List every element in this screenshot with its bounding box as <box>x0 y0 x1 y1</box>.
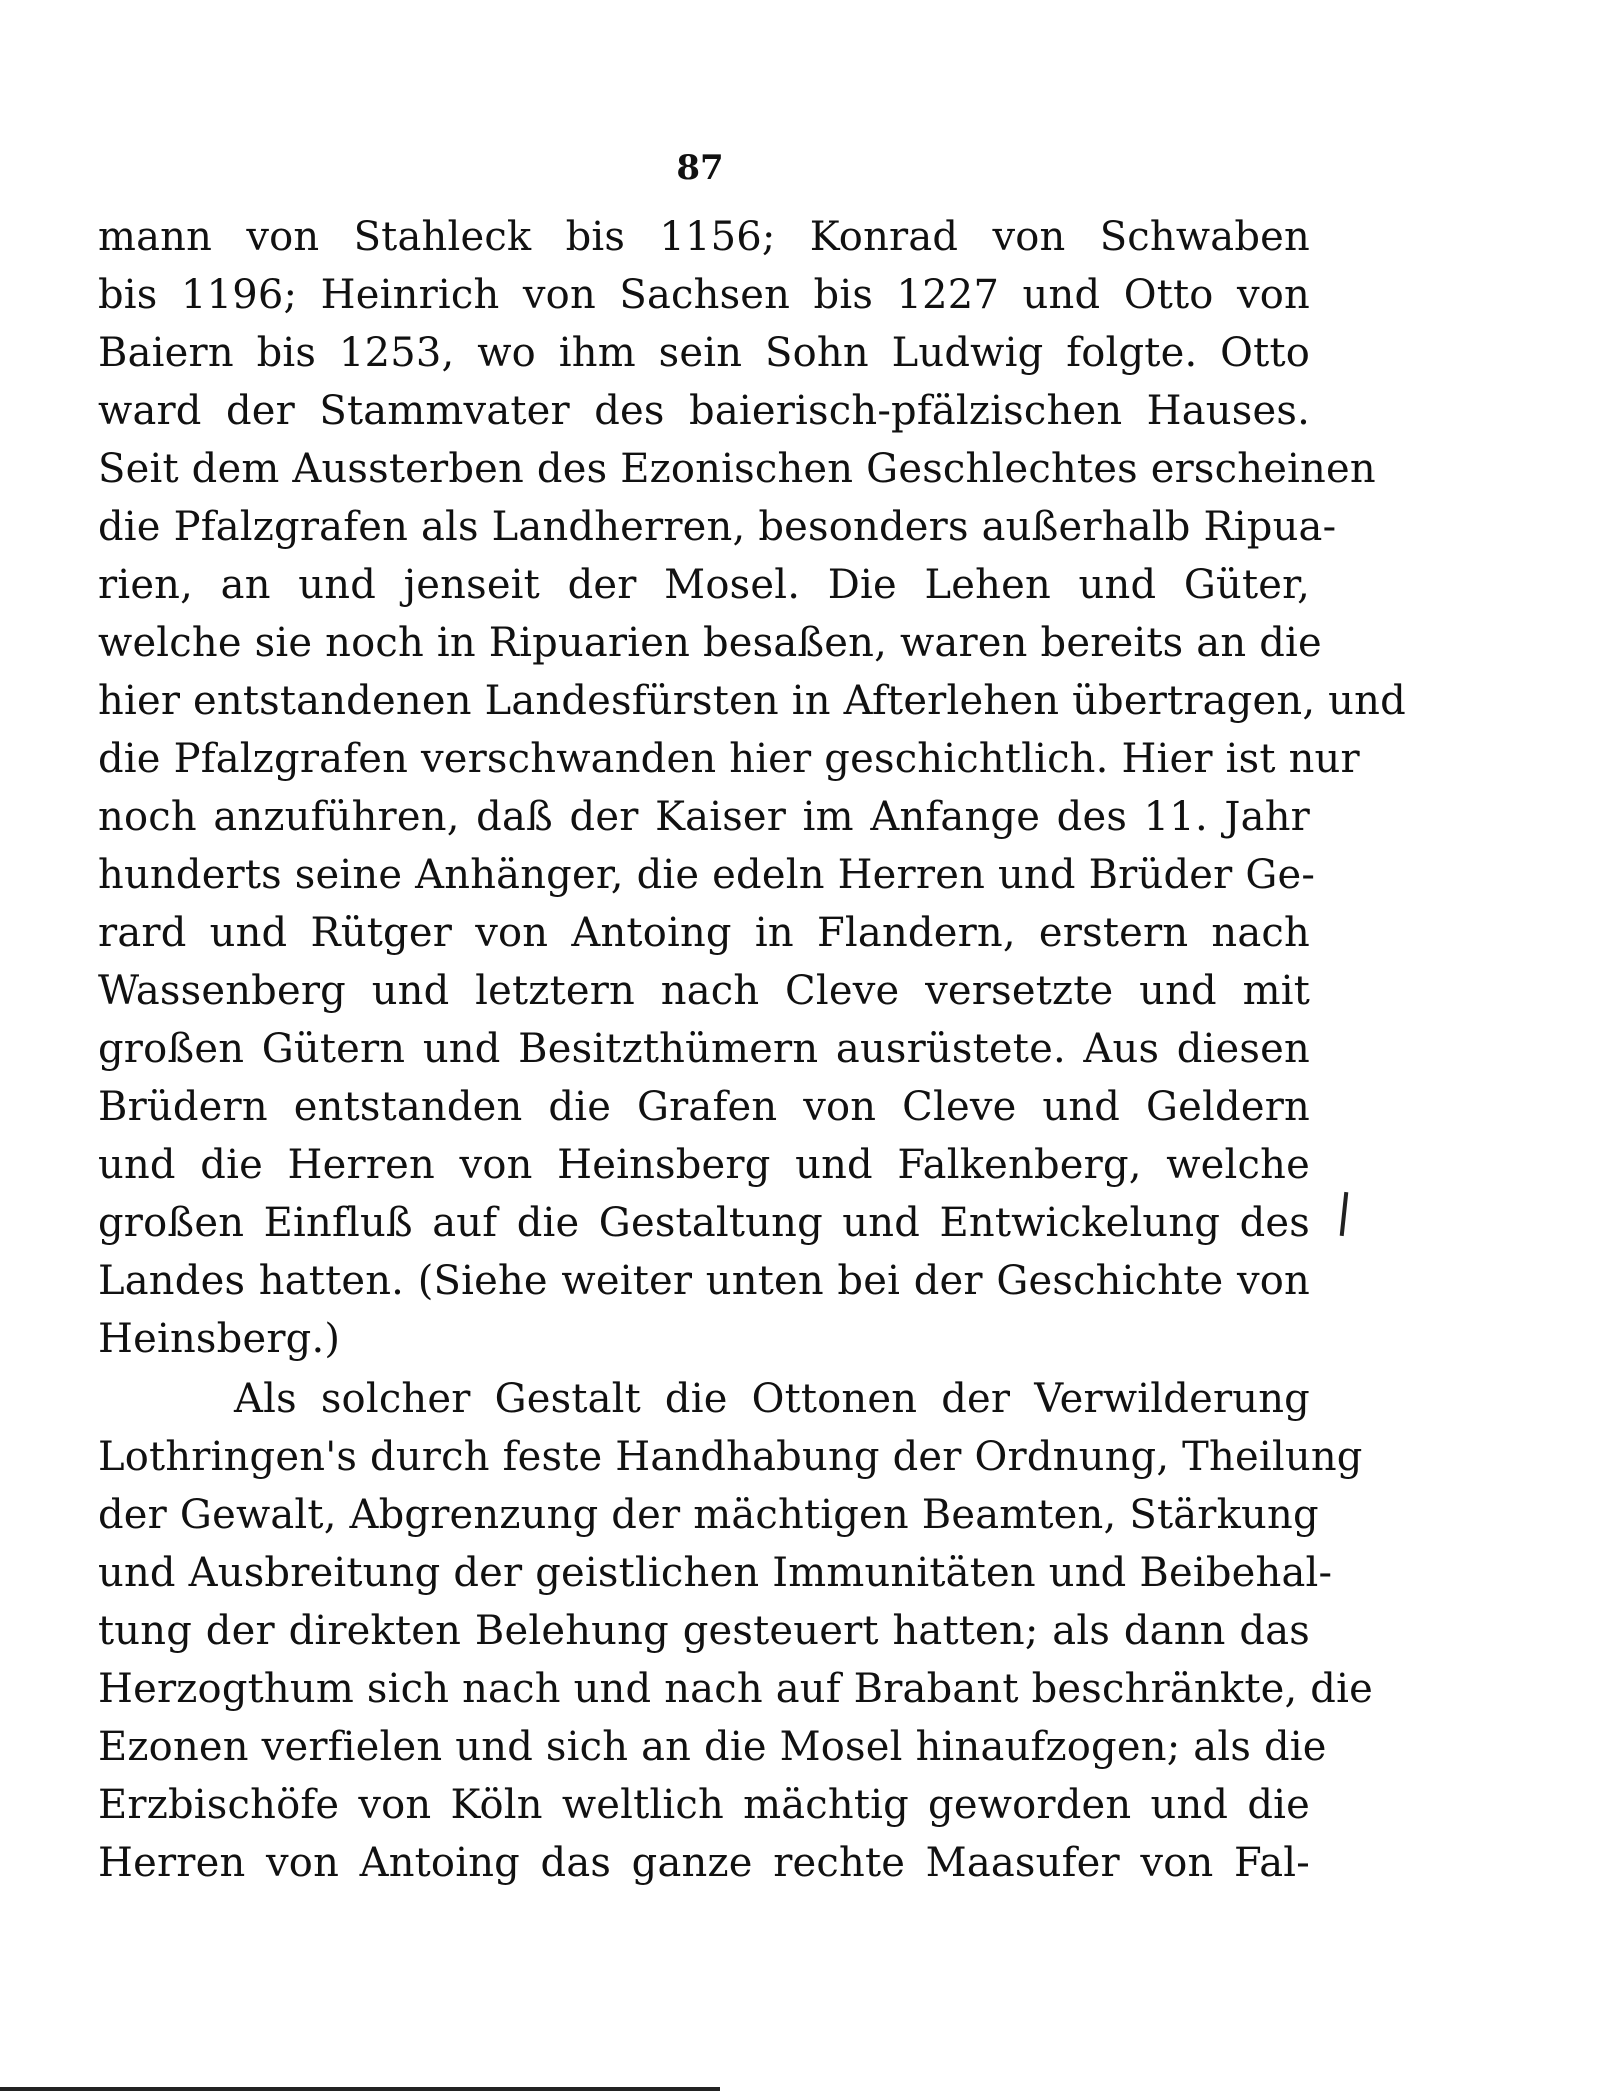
text-line: Erzbischöfe von Köln weltlich mächtig geworden und die <box>98 1782 1310 1828</box>
text-line: und die Herren von Heinsberg und Falkenberg, welche <box>98 1142 1310 1188</box>
text-line: Lothringen's durch feste Handhabung der Ordnung, Theilung <box>98 1434 1363 1480</box>
text-line: die Pfalzgrafen als Landherren, besonders außerhalb Ripua- <box>98 504 1337 550</box>
text-line: tung der direkten Belehung gesteuert hatten; als dann das <box>98 1608 1310 1654</box>
text-line: Wassenberg und letztern nach Cleve versetzte und mit <box>98 968 1310 1014</box>
text-line: Heinsberg.) <box>98 1316 341 1362</box>
text-line: die Pfalzgrafen verschwanden hier geschichtlich. Hier ist nur <box>98 736 1360 782</box>
text-line: bis 1196; Heinrich von Sachsen bis 1227 und Otto von <box>98 272 1310 318</box>
text-line: großen Einfluß auf die Gestaltung und Entwickelung des <box>98 1200 1310 1246</box>
paragraph-1 <box>98 208 1406 1368</box>
text-line: rien, an und jenseit der Mosel. Die Lehen und Güter, <box>98 562 1310 608</box>
text-line: Herren von Antoing das ganze rechte Maasufer von Fal- <box>98 1840 1310 1886</box>
text-line: großen Gütern und Besitzthümern ausrüstete. Aus diesen <box>98 1026 1310 1072</box>
text-line: der Gewalt, Abgrenzung der mächtigen Beamten, Stärkung <box>98 1492 1319 1538</box>
text-line: ward der Stammvater des baierisch-pfälzischen Hauses. <box>98 388 1310 434</box>
text-line: Seit dem Aussterben des Ezonischen Geschlechtes erscheinen <box>98 446 1376 492</box>
text-line: Herzogthum sich nach und nach auf Brabant beschränkte, die <box>98 1666 1373 1712</box>
bottom-rule <box>0 2087 720 2091</box>
margin-bar-mark <box>1340 1192 1349 1236</box>
text-line: Baiern bis 1253, wo ihm sein Sohn Ludwig folgte. Otto <box>98 330 1310 376</box>
paragraph-2 <box>98 1370 1373 1892</box>
text-line: Brüdern entstanden die Grafen von Cleve und Geldern <box>98 1084 1310 1130</box>
text-line: hier entstandenen Landesfürsten in Afterlehen übertragen, und <box>98 678 1406 724</box>
page-number: 87 <box>676 148 724 188</box>
text-line: hunderts seine Anhänger, die edeln Herren und Brüder Ge- <box>98 852 1316 898</box>
text-line: welche sie noch in Ripuarien besaßen, waren bereits an die <box>98 620 1322 666</box>
text-line: rard und Rütger von Antoing in Flandern, erstern nach <box>98 910 1310 956</box>
text-line: Als solcher Gestalt die Ottonen der Verwilderung <box>234 1376 1310 1422</box>
text-line: noch anzuführen, daß der Kaiser im Anfange des 11. Jahr <box>98 794 1310 840</box>
text-line: Landes hatten. (Siehe weiter unten bei der Geschichte von <box>98 1258 1310 1304</box>
text-line: mann von Stahleck bis 1156; Konrad von Schwaben <box>98 214 1310 260</box>
text-line: Ezonen verfielen und sich an die Mosel hinaufzogen; als die <box>98 1724 1327 1770</box>
text-line: und Ausbreitung der geistlichen Immunitäten und Beibehal- <box>98 1550 1333 1596</box>
body-text <box>98 208 1406 1892</box>
